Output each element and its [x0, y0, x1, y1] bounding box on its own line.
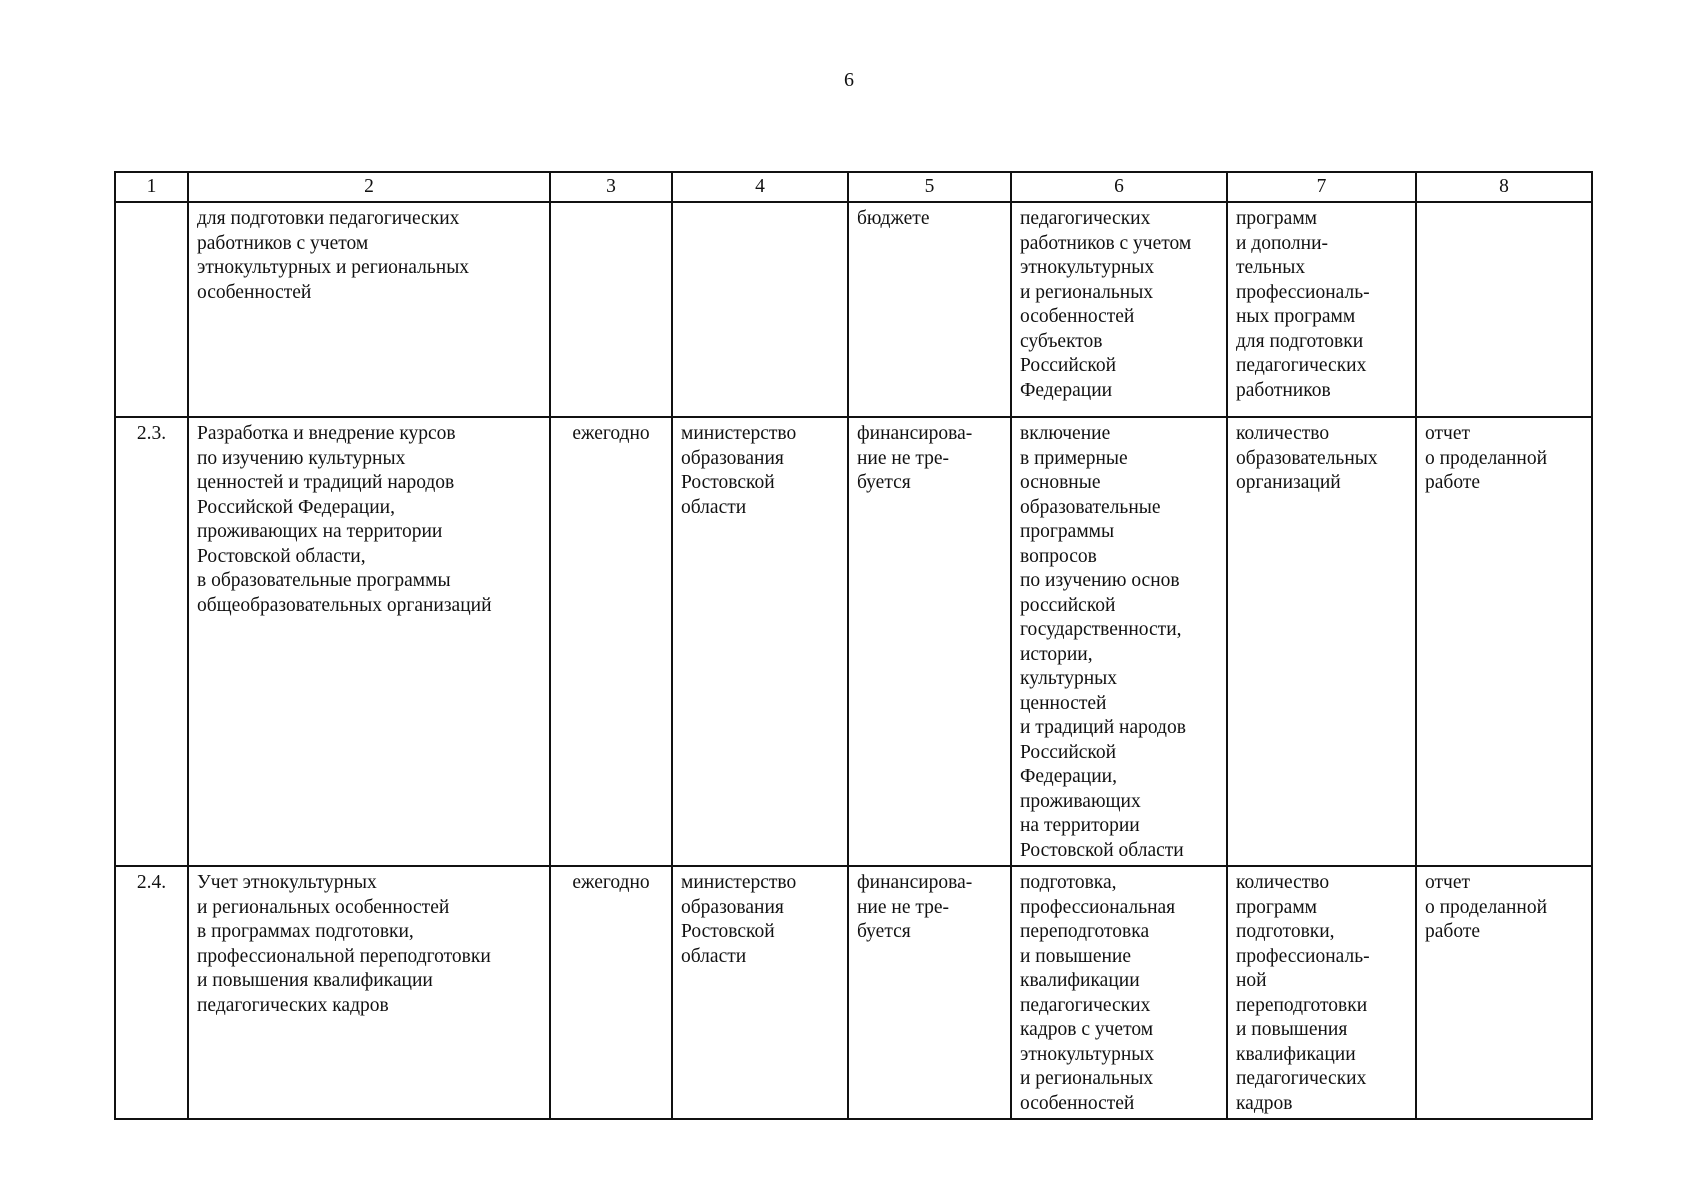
- plan-table: [114, 171, 1593, 1120]
- report-cell: отчет о проделанной работе: [1416, 866, 1592, 1119]
- table-header-row: [115, 172, 1592, 202]
- column-header: 4: [672, 172, 848, 202]
- column-header: 8: [1416, 172, 1592, 202]
- funding-cell: бюджете: [848, 202, 1011, 417]
- column-header: 2: [188, 172, 550, 202]
- indicator-cell: количество образовательных организаций: [1227, 417, 1416, 866]
- period-cell: ежегодно: [550, 866, 672, 1119]
- table-row: [115, 866, 1592, 1119]
- indicator-cell: количество программ подготовки, профессиональ- ной переподготовки и повышения квалификации педагогических кадров: [1227, 866, 1416, 1119]
- executor-cell: [672, 202, 848, 417]
- executor-cell: министерство образования Ростовской области: [672, 417, 848, 866]
- executor-cell: министерство образования Ростовской области: [672, 866, 848, 1119]
- activity-cell: для подготовки педагогических работников с учетом этнокультурных и региональных особенностей: [188, 202, 550, 417]
- table-row: [115, 202, 1592, 417]
- funding-cell: финансирова- ние не тре- буется: [848, 417, 1011, 866]
- column-header: 3: [550, 172, 672, 202]
- period-cell: ежегодно: [550, 417, 672, 866]
- column-header: 1: [115, 172, 188, 202]
- page-number: 6: [844, 69, 854, 91]
- result-cell: включение в примерные основные образовательные программы вопросов по изучению основ российской государственности, истории, культурных ценностей и традиций народов Российской Федерации, проживающих на территории Ростовской области: [1011, 417, 1227, 866]
- indicator-cell: программ и дополни- тельных профессиональ- ных программ для подготовки педагогических работников: [1227, 202, 1416, 417]
- row-number-cell: [115, 202, 188, 417]
- row-number-cell: 2.3.: [115, 417, 188, 866]
- result-cell: подготовка, профессиональная переподготовка и повышение квалификации педагогических кадров с учетом этнокультурных и региональных особенностей: [1011, 866, 1227, 1119]
- report-cell: отчет о проделанной работе: [1416, 417, 1592, 866]
- column-header: 5: [848, 172, 1011, 202]
- row-number-cell: 2.4.: [115, 866, 188, 1119]
- table-row: [115, 417, 1592, 866]
- activity-cell: Разработка и внедрение курсов по изучению культурных ценностей и традиций народов Российской Федерации, проживающих на территории Ростовской области, в образовательные программы общеобразовательных организаций: [188, 417, 550, 866]
- funding-cell: финансирова- ние не тре- буется: [848, 866, 1011, 1119]
- activity-cell: Учет этнокультурных и региональных особенностей в программах подготовки, профессиональной переподготовки и повышения квалификации педагогических кадров: [188, 866, 550, 1119]
- column-header: 7: [1227, 172, 1416, 202]
- period-cell: [550, 202, 672, 417]
- result-cell: педагогических работников с учетом этнокультурных и региональных особенностей субъектов Российской Федерации: [1011, 202, 1227, 417]
- report-cell: [1416, 202, 1592, 417]
- column-header: 6: [1011, 172, 1227, 202]
